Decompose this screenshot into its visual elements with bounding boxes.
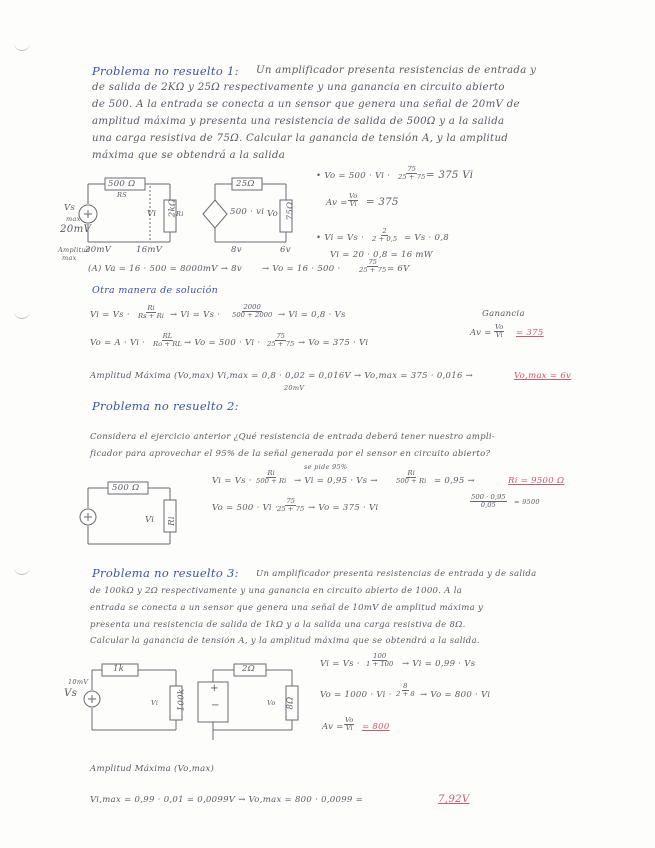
- p3-e3: Av =: [322, 722, 344, 732]
- p3-e1: Vi = Vs ·: [320, 659, 360, 669]
- problem-1-line: amplitud máxima y presenta una resistencia de salida de 500Ω y a la salida: [92, 116, 505, 127]
- circuit-1-source-resistor-label: 500 Ω: [108, 179, 136, 189]
- denominator: Vi: [345, 724, 353, 732]
- numerator: Vo: [349, 192, 358, 200]
- denominator: 500 + Ri: [256, 477, 287, 485]
- p2-e1: Vi = Vs ·: [212, 476, 252, 486]
- p1-m2b: → Vo = 500 · Vi ·: [184, 338, 261, 348]
- numerator: RL: [162, 332, 173, 340]
- circuit-1-v20: 20mV: [85, 245, 112, 255]
- denominator: 0,05: [480, 501, 496, 509]
- p2-e2: Vo = 500 · Vi ·: [212, 503, 278, 513]
- circuit-3-load-resistor-label: 8Ω: [285, 696, 296, 710]
- denominator: 25 + 75: [277, 505, 305, 513]
- p1-gain-label: Ganancia: [482, 309, 525, 319]
- denominator: Vi: [495, 331, 503, 339]
- p1-m2a: Vo = A · Vi ·: [90, 338, 146, 348]
- numerator: Ri: [147, 304, 155, 312]
- p2-e2-result: → Vo = 375 · Vi: [308, 503, 379, 513]
- numerator: Ri: [267, 469, 275, 477]
- p3-e2-fraction: [396, 683, 415, 698]
- circuit-1-max-note: max: [62, 254, 77, 262]
- problem-1-line: Un amplificador presenta resistencias de entrada y: [256, 65, 537, 76]
- numerator: 100: [373, 652, 387, 660]
- circuit-1-v16: 16mV: [136, 245, 163, 255]
- circuit-3-vo-label: Vo: [267, 699, 276, 707]
- p1-eq3-result: = Vs · 0,8: [404, 233, 449, 243]
- problem-2-line: ficador para aprovechar el 95% de la señal generada por el sensor en circuito abierto?: [90, 449, 491, 459]
- p1-eq5a: (A) Va = 16 · 500 = 8000mV → 8v: [88, 264, 242, 274]
- p1-gain-fraction: [494, 324, 504, 339]
- numerator: Vo: [345, 716, 354, 724]
- numerator: 2: [382, 227, 387, 235]
- p1-eq5b: → Vo = 16 · 500 ·: [262, 264, 341, 274]
- circuit-1-vs-sub: max: [66, 215, 81, 223]
- p1-m2b-result: → Vo = 375 · Vi: [298, 338, 369, 348]
- p1-m1a-fraction: [138, 305, 164, 320]
- denominator: 25 + 75: [267, 340, 295, 348]
- problem-3-line: presenta una resistencia de salida de 1kΩ y a la salida una carga resistiva de 8Ω.: [90, 620, 466, 630]
- p2-e1-result: Ri = 9500 Ω: [508, 476, 565, 486]
- numerator: 75: [407, 165, 416, 173]
- numerator: Vo: [495, 323, 504, 331]
- numerator: 75: [276, 332, 285, 340]
- p1-eq2-result: = 375: [366, 197, 399, 208]
- p3-e2-result: → Vo = 800 · Vi: [420, 690, 491, 700]
- numerator: 75: [286, 497, 295, 505]
- numerator: 500 · 0,95: [471, 493, 506, 501]
- p3-e3-result: = 800: [362, 722, 390, 732]
- circuit-3-diagram: [74, 660, 314, 750]
- p1-eq2-fraction: [348, 193, 358, 208]
- numerator: Ri: [407, 469, 415, 477]
- denominator: 500 + Ri: [396, 477, 427, 485]
- margin-mark: [14, 310, 30, 319]
- problem-3-line: Un amplificador presenta resistencias de entrada y de salida: [256, 569, 537, 579]
- circuit-3-output-resistor-label: 2Ω: [242, 664, 256, 674]
- circuit-1-input-resistor-label: 2kΩ: [167, 198, 178, 218]
- problem-1-line: una carga resistiva de 75Ω. Calcular la ganancia de tensión A, y la amplitud: [92, 133, 509, 144]
- problem-2-line: Considera el ejercicio anterior ¿Qué resistencia de entrada deberá tener nuestro ampli-: [90, 432, 496, 442]
- denominator: 25 + 75: [398, 173, 426, 181]
- problem-1-title: Problema no resuelto 1:: [92, 64, 239, 78]
- denominator: 500 + 2000: [232, 311, 273, 319]
- problem-2-title: Problema no resuelto 2:: [92, 399, 239, 413]
- p1-m1b: → Vi = Vs ·: [170, 310, 221, 320]
- p3-amp-result: 7,92V: [438, 794, 470, 805]
- p2-e1b-fraction: [396, 470, 426, 485]
- circuit-1-amp-note: Amplitud: [58, 246, 91, 254]
- problem-3-title: Problema no resuelto 3:: [92, 566, 239, 580]
- p1-gain-eq: Av =: [470, 328, 492, 338]
- p1-amplitude-result: Vo,max = 6v: [514, 371, 572, 381]
- p1-eq1-fraction: [398, 166, 425, 181]
- circuit-2-vi-label: Vi: [145, 515, 155, 525]
- p1-m1a: Vi = Vs ·: [90, 310, 130, 320]
- p1-m1b-result: → Vi = 0,8 · Vs: [278, 310, 346, 320]
- p1-eq5b-fraction: [359, 259, 386, 274]
- p1-eq2: Av =: [326, 198, 348, 208]
- numerator: 2000: [243, 303, 261, 311]
- circuit-3-vs-top: 10mV: [68, 678, 89, 686]
- circuit-1-vs-label: Vs: [64, 203, 76, 213]
- p2-note: se pide 95%: [304, 463, 348, 471]
- p2-side-fraction: [470, 494, 507, 509]
- circuit-2-ri-label: Ri: [166, 516, 177, 526]
- problem-1-line: de salida de 2KΩ y 25Ω respectivamente y una ganancia en circuito abierto: [92, 82, 505, 93]
- circuit-1-output-resistor-label: 25Ω: [236, 179, 255, 189]
- circuit-1-load-resistor-label: 75Ω: [285, 201, 296, 221]
- p1-other-method-heading: Otra manera de solución: [92, 285, 219, 296]
- circuit-1-v8: 8v: [231, 245, 242, 255]
- margin-mark: [14, 42, 30, 51]
- circuit-3-vs-label: Vs: [64, 688, 78, 699]
- problem-1-line: de 500. A la entrada se conecta a un sensor que genera una señal de 20mV de: [92, 99, 520, 110]
- p3-e1-result: → Vi = 0,99 · Vs: [402, 659, 476, 669]
- circuit-1-vo-label: Vo: [267, 209, 279, 219]
- circuit-1-vs-value: 20mV: [60, 224, 92, 235]
- circuit-3-input-resistor-label: 100k: [176, 688, 187, 712]
- p3-e1-fraction: [366, 653, 393, 668]
- p2-e1-fraction: [256, 470, 286, 485]
- p1-eq3: • Vi = Vs ·: [316, 233, 365, 243]
- p1-eq1: • Vo = 500 · Vi ·: [316, 171, 391, 181]
- denominator: 2 + 0,5: [372, 235, 398, 243]
- p3-e2: Vo = 1000 · Vi ·: [320, 690, 392, 700]
- circuit-3-minus-icon: −: [211, 700, 220, 711]
- numerator: 75: [368, 258, 377, 266]
- p1-m2a-fraction: [153, 333, 182, 348]
- circuit-1-v6: 6v: [280, 245, 291, 255]
- p2-side-result: = 9500: [514, 498, 540, 506]
- denominator: Vi: [349, 200, 357, 208]
- circuit-1-vi-label: Vi: [147, 209, 157, 219]
- circuit-1-gain-label: 500 · vi: [230, 207, 265, 217]
- denominator: 2 + 8: [396, 690, 415, 698]
- p1-m2b-fraction: [267, 333, 294, 348]
- p2-e2-fraction: [277, 498, 304, 513]
- p3-amp-line: Vi,max = 0,99 · 0,01 = 0,0099V → Vo,max = 800 · 0,0099 =: [90, 795, 364, 805]
- p1-eq1-result: = 375 Vi: [426, 170, 474, 181]
- circuit-1-rs-label: RS: [117, 191, 127, 199]
- numerator: 8: [403, 682, 408, 690]
- denominator: 1 + 100: [366, 660, 394, 668]
- circuit-3-plus-icon: +: [210, 683, 219, 694]
- p2-e1b: → Vi = 0,95 · Vs →: [294, 476, 378, 486]
- denominator: 25 + 75: [359, 266, 387, 274]
- p3-amp-heading: Amplitud Máxima (Vo,max): [90, 764, 215, 774]
- p2-e1b-mid: = 0,95 →: [434, 476, 475, 486]
- p1-eq5b-result: = 6V: [387, 264, 410, 274]
- problem-1-line: máxima que se obtendrá a la salida: [92, 150, 286, 161]
- p1-eq4: Vi = 20 · 0,8 = 16 mW: [330, 250, 433, 260]
- margin-mark: [14, 566, 30, 575]
- circuit-3-source-resistor-label: 1k: [113, 664, 125, 674]
- circuit-1-ri-label: Ri: [176, 210, 184, 218]
- p1-amplitude-line: Amplitud Máxima (Vo,max) Vi,max = 0,8 · 0,02 = 0,016V → Vo,max = 375 · 0,016 →: [90, 371, 474, 381]
- p3-e3-fraction: [344, 717, 354, 732]
- problem-3-line: Calcular la ganancia de tensión A, y la amplitud máxima que se obtendrá a la salida.: [90, 636, 480, 646]
- denominator: Rs + Ri: [138, 312, 164, 320]
- circuit-2-source-resistor-label: 500 Ω: [112, 483, 140, 493]
- problem-3-line: de 100kΩ y 2Ω respectivamente y una ganancia en circuito abierto de 1000. A la: [90, 586, 463, 596]
- problem-3-line: entrada se conecta a un sensor que genera una señal de 10mV de amplitud máxima y: [90, 603, 484, 613]
- circuit-3-vi-label: Vi: [151, 699, 159, 707]
- p1-m1b-fraction: [232, 304, 272, 319]
- denominator: Ro + RL: [153, 340, 182, 348]
- p1-gain-result: = 375: [516, 328, 544, 338]
- p1-eq3-fraction: [372, 228, 397, 243]
- p1-amplitude-sub: 20mV: [284, 384, 305, 392]
